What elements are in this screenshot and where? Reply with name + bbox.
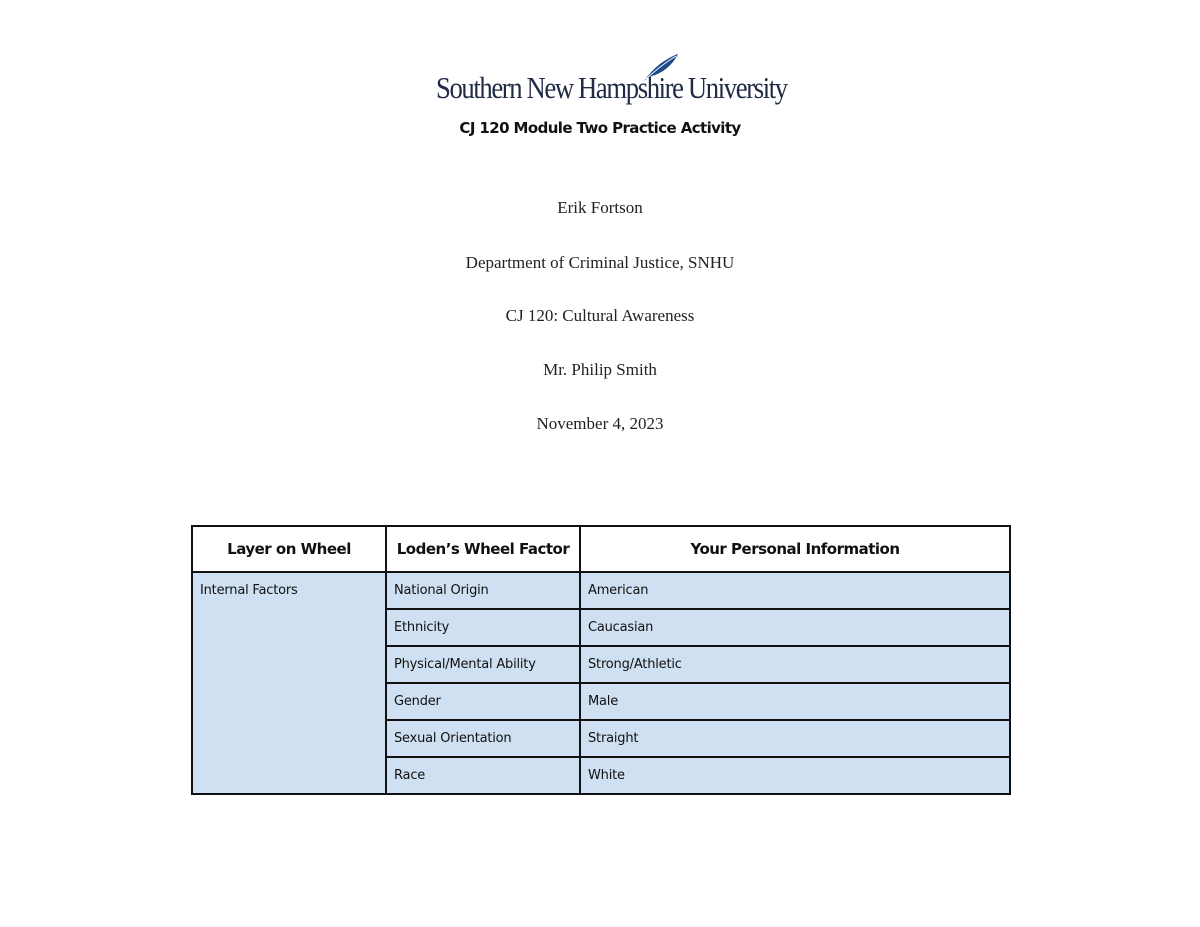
table-row: [192, 572, 1010, 609]
header-wheel-factor: Loden’s Wheel Factor: [386, 526, 580, 572]
info-cell: Strong/Athletic: [580, 646, 1010, 683]
factor-cell: National Origin: [386, 572, 580, 609]
submission-date: November 4, 2023: [536, 414, 664, 433]
department: Department of Criminal Justice, SNHU: [465, 253, 735, 272]
university-logo: [436, 52, 787, 105]
layer-cell: Internal Factors: [192, 572, 386, 794]
info-cell: American: [580, 572, 1010, 609]
loden-wheel-table: [191, 525, 1011, 795]
logo-wordmark: Southern New Hampshire University: [436, 70, 787, 105]
info-cell: Straight: [580, 720, 1010, 757]
course-name: CJ 120: Cultural Awareness: [505, 306, 695, 325]
info-cell: Caucasian: [580, 609, 1010, 646]
header-layer-on-wheel: Layer on Wheel: [192, 526, 386, 572]
factor-cell: Race: [386, 757, 580, 794]
feather-icon: [640, 52, 680, 82]
factor-cell: Sexual Orientation: [386, 720, 580, 757]
table-header-row: [192, 526, 1010, 572]
info-cell: White: [580, 757, 1010, 794]
author-name: Erik Fortson: [557, 198, 643, 217]
document-title: CJ 120 Module Two Practice Activity: [459, 119, 741, 137]
header-personal-information: Your Personal Information: [580, 526, 1010, 572]
factor-cell: Gender: [386, 683, 580, 720]
instructor-name: Mr. Philip Smith: [543, 360, 657, 379]
factor-cell: Physical/Mental Ability: [386, 646, 580, 683]
info-cell: Male: [580, 683, 1010, 720]
factor-cell: Ethnicity: [386, 609, 580, 646]
